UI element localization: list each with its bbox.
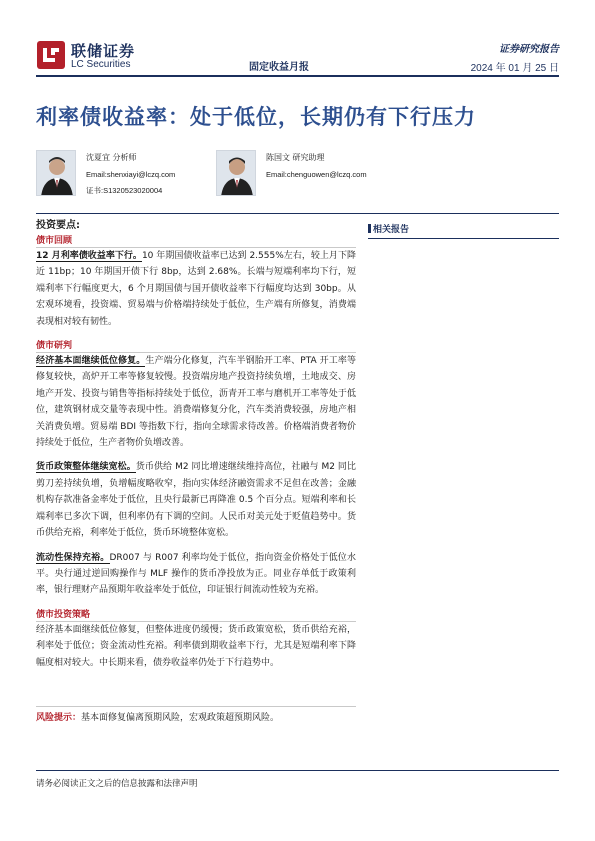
subsection-investment-strategy: 债市投资策略 (36, 609, 356, 622)
heading-marker (368, 224, 371, 233)
paragraph-lead: 经济基本面继续低位修复。 (36, 356, 146, 367)
risk-text: 基本面修复偏离预期风险，宏观政策超预期风险。 (81, 713, 280, 723)
assistant-card (216, 150, 396, 200)
related-reports-label: 相关报告 (373, 225, 410, 235)
person-icon (217, 151, 256, 196)
paragraph-body: 货币供给 M2 同比增速继续维持高位，社融与 M2 同比剪刀差持续负增，负增幅度略收窄，指向实体经济融资需求不足但在改善；金融机构存款准备金率处于低位，且央行最新已再降准 0.5 个百分点。短端利率和长端利率已多次下调，但利率仍有下调的空间。人民币对美元处于贬值趋势中。货币供给充裕，利率处于低位，货币环境整体宽松。 (36, 462, 356, 539)
brand-name-cn: 联储证券 (71, 42, 136, 60)
paragraph (36, 353, 356, 451)
investment-points-heading: 投资要点: (36, 220, 80, 231)
paragraph-body: 生产端分化修复，汽车半钢胎开工率、PTA 开工率等修复较快，高炉开工率等修复较慢。投资端房地产投资持续负增，土地成交、房地产开发、投资与销售等指标持续处于低位，沥青开工率与磨机开工率等处于低位，建筑钢材成交量等表现中性。消费端修复分化，汽车类消费较强，房地产相关消费负增。贸易端 BDI 等指数下行，指向全球需求待改善。价格端消费者物价持续处于低位，生产者物价负增改善。 (36, 356, 356, 449)
brand-logo (36, 38, 156, 72)
paragraph-lead: 货币政策整体继续宽松。 (36, 462, 136, 473)
paragraph (36, 622, 356, 671)
assistant-photo (216, 150, 256, 196)
assistant-name: 陈国文 研究助理 (266, 153, 325, 162)
assistant-email[interactable]: Email:chenguowen@lczq.com (266, 170, 367, 179)
paragraph-lead: 流动性保持充裕。 (36, 552, 110, 563)
paragraph-lead: 12 月利率债收益率下行。 (36, 251, 142, 261)
subsection-bond-review: 债市回顾 (36, 235, 356, 248)
risk-label: 风险提示： (36, 713, 82, 723)
report-date: 2024 年 01 月 25 日 (470, 63, 559, 74)
lc-logo-icon (36, 40, 66, 70)
brand-name-en: LC Securities (71, 59, 131, 70)
paragraph (36, 550, 356, 599)
risk-warning (36, 706, 356, 725)
paragraph-body: 10 年期国债收益率已达到 2.555%左右，较上月下降近 11bp；10 年期国开债下行 8bp，达到 2.68%。长端与短端利率均下行，短端利率下行幅度更大，6 个月期国债与国开债收益率下行幅度均达到 30bp。从宏观环境看，投资端、贸易端与价格端持续处于低位，生产端有所修复，消费端表现相对较有韧性。 (36, 251, 356, 327)
analyst-card (36, 150, 211, 200)
investment-points (36, 218, 356, 671)
analyst-photo (36, 150, 76, 196)
subsection-bond-outlook: 债市研判 (36, 340, 356, 353)
paragraph-body: 经济基本面继续低位修复，但整体进度仍缓慢；货币政策宽松，货币供给充裕，利率处于低位；资金流动性充裕。利率债到期收益率下行，尤其是短端利率下降幅度相对较大。中长期来看，债券收益率仍处于下行趋势中。 (36, 624, 356, 668)
footer-disclaimer: 请务必阅读正文之后的信息披露和法律声明 (36, 779, 198, 789)
related-reports-heading (368, 222, 559, 239)
page-header (36, 38, 559, 74)
header-divider (36, 75, 559, 77)
analyst-email[interactable]: Email:shenxiayi@lczq.com (86, 170, 176, 179)
analyst-cert: 证书:S1320523020004 (86, 186, 163, 195)
report-type: 证券研究报告 (499, 44, 559, 55)
sidebar (368, 222, 559, 239)
footer-divider (36, 770, 559, 771)
report-category: 固定收益月报 (249, 62, 309, 73)
analyst-name: 沈夏宜 分析师 (86, 153, 137, 162)
paragraph (36, 248, 356, 330)
report-title: 利率债收益率：处于低位，长期仍有下行压力 (36, 105, 476, 129)
paragraph-body: DR007 与 R007 利率均处于低位，指向资金价格处于低位水平。央行通过逆回购操作与 MLF 操作的货币净投放为正。同业存单低于政策利率，银行理财产品预期年收益率处于低位，印证银行间流动性较为充裕。 (36, 552, 356, 596)
paragraph (36, 459, 356, 541)
section-divider (36, 213, 559, 214)
person-icon (37, 151, 76, 196)
